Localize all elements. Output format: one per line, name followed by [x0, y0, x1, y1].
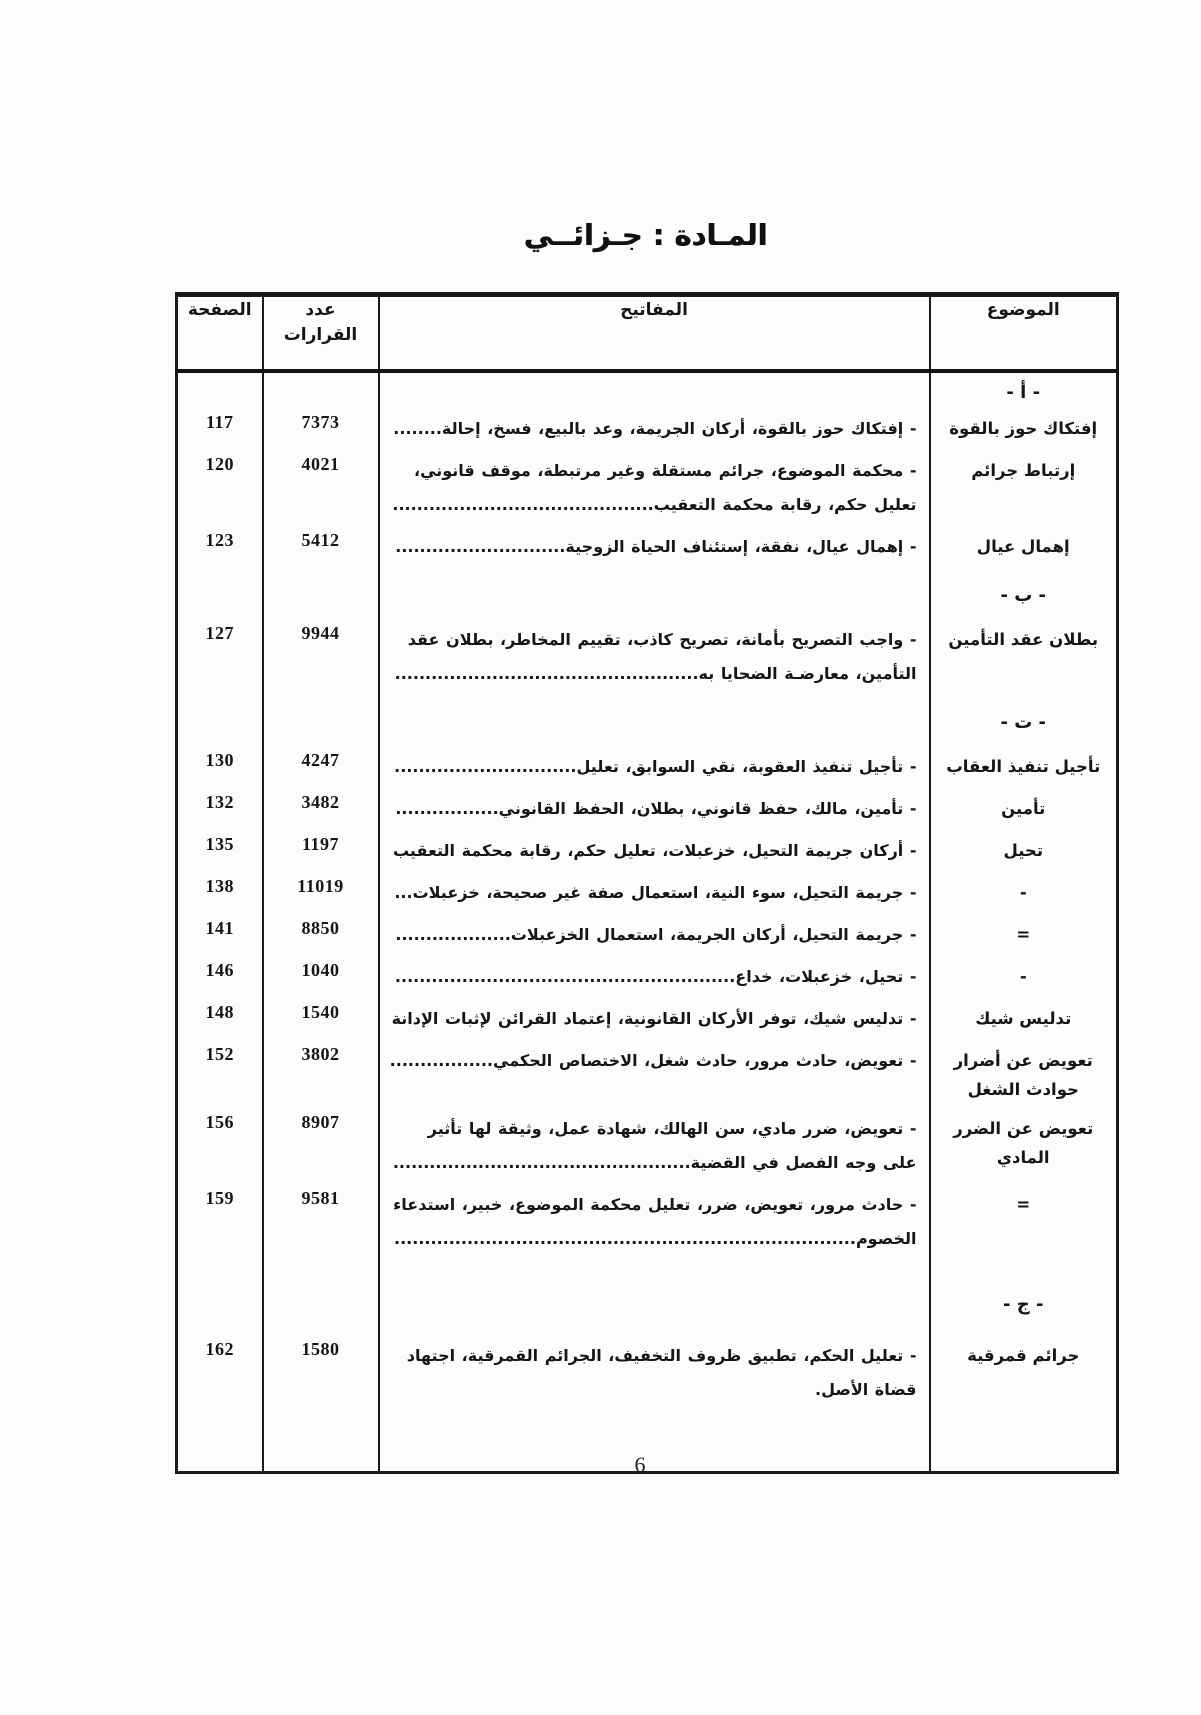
keys-text: - إهمال عيال، نفقة، إستئناف الحياة الزوجية............................	[395, 537, 917, 556]
column-header-decisions-line1: عدد	[305, 300, 336, 320]
keys-text: - واجب التصريح بأمانة، تصريح كاذب، تقييم المخاطر، بطلان عقد التأمين، معارضـة الضحايا به..................................................	[394, 630, 917, 683]
decisions-count-cell: 8907	[263, 1108, 379, 1184]
section-empty-page-cell	[177, 1260, 263, 1335]
decisions-count-cell: 4247	[263, 746, 379, 788]
subject-cell: تدليس شيك	[930, 998, 1118, 1040]
section-empty-page-cell	[177, 371, 263, 408]
index-row	[177, 746, 1118, 788]
page-number-cell: 120	[205, 454, 234, 474]
section-empty-keys-cell	[379, 568, 930, 619]
subject-cell: جرائم قمرقية	[930, 1335, 1118, 1411]
section-empty-decisions-cell	[263, 1260, 379, 1335]
keys-cell	[379, 998, 930, 1040]
decisions-count-cell: 3482	[263, 788, 379, 830]
page-number-cell: 130	[205, 750, 234, 770]
page-number-cell: 127	[205, 623, 234, 643]
column-header-decisions-line2: القرارات	[283, 324, 358, 345]
page-number-cell: 135	[205, 834, 234, 854]
subject-cell: تعويض عن أضرار حوادث الشغل	[930, 1040, 1118, 1108]
subject-cell: إفتكاك حوز بالقوة	[930, 408, 1118, 450]
decisions-count-cell: 5412	[263, 526, 379, 568]
section-letter: - ب -	[930, 568, 1118, 619]
subject-cell: -	[930, 956, 1118, 998]
index-row	[177, 1184, 1118, 1260]
index-row	[177, 830, 1118, 872]
index-row	[177, 788, 1118, 830]
decisions-count-cell: 1540	[263, 998, 379, 1040]
section-empty-decisions-cell	[263, 371, 379, 408]
keys-cell	[379, 619, 930, 695]
page-number-cell: 117	[205, 412, 234, 432]
section-empty-keys-cell	[379, 1260, 930, 1335]
keys-text: - إفتكاك حوز بالقوة، أركان الجريمة، وعد بالبيع، فسخ، إحالة........	[393, 419, 917, 438]
page-number-cell: 141	[205, 918, 234, 938]
keys-text: - تأمين، مالك، حفظ قانوني، بطلان، الحفظ القانوني.................	[395, 799, 917, 818]
section-letter-row	[177, 1260, 1118, 1335]
keys-cell	[379, 1040, 930, 1108]
page-number-cell: 162	[205, 1339, 234, 1359]
section-letter-row	[177, 695, 1118, 746]
keys-cell	[379, 788, 930, 830]
keys-cell	[379, 1184, 930, 1260]
keys-cell	[379, 1108, 930, 1184]
page-number-cell: 146	[205, 960, 234, 980]
keys-text: - تعليل الحكم، تطبيق ظروف التخفيف، الجرائم القمرقية، اجتهاد قضاة الأصل.	[406, 1346, 917, 1399]
column-header-page: الصفحة	[177, 295, 263, 372]
decisions-count-cell: 1040	[263, 956, 379, 998]
column-header-subject: الموضوع	[930, 295, 1118, 372]
decisions-count-cell: 1580	[263, 1335, 379, 1411]
keys-cell	[379, 872, 930, 914]
page-number-cell: 148	[205, 1002, 234, 1022]
section-letter: - ج -	[930, 1260, 1118, 1335]
section-empty-decisions-cell	[263, 695, 379, 746]
section-empty-keys-cell	[379, 695, 930, 746]
column-header-keys: المفاتيح	[379, 295, 930, 372]
keys-text: - جريمة التحيل، أركان الجريمة، استعمال الخزعبلات...................	[395, 925, 917, 944]
section-letter-row	[177, 371, 1118, 408]
subject-cell: إهمال عيال	[930, 526, 1118, 568]
page-title: المـادة : جـزائــي	[523, 218, 768, 252]
keys-cell	[379, 914, 930, 956]
page-number-cell: 156	[205, 1112, 234, 1132]
section-empty-page-cell	[177, 695, 263, 746]
page-number-cell: 138	[205, 876, 234, 896]
keys-cell	[379, 1335, 930, 1411]
subject-cell: =	[930, 914, 1118, 956]
page-number-cell: 159	[205, 1188, 234, 1208]
subject-cell: تعويض عن الضرر المادي	[930, 1108, 1118, 1184]
subject-cell: تأجيل تنفيذ العقاب	[930, 746, 1118, 788]
subject-cell: -	[930, 872, 1118, 914]
subject-cell: =	[930, 1184, 1118, 1260]
keys-text: - جريمة التحيل، سوء النية، استعمال صفة غير صحيحة، خزعبلات...	[394, 883, 917, 902]
keys-text: - تعويض، ضرر مادي، سن الهالك، شهادة عمل، وثيقة لها تأثير على وجه الفصل في القضية.................................................	[392, 1119, 917, 1172]
index-row	[177, 998, 1118, 1040]
subject-cell: تحيل	[930, 830, 1118, 872]
index-row	[177, 956, 1118, 998]
decisions-count-cell: 3802	[263, 1040, 379, 1108]
page-number-cell: 152	[205, 1044, 234, 1064]
page-number: 6	[634, 1452, 646, 1477]
keys-cell	[379, 526, 930, 568]
decisions-count-cell: 7373	[263, 408, 379, 450]
subject-cell: بطلان عقد التأمين	[930, 619, 1118, 695]
page-number-cell: 123	[205, 530, 234, 550]
section-empty-decisions-cell	[263, 568, 379, 619]
index-row	[177, 408, 1118, 450]
column-header-decisions-count	[263, 295, 379, 372]
keys-cell	[379, 450, 930, 526]
keys-text: - تأجيل تنفيذ العقوبة، نقي السوابق، تعليل..............................	[394, 757, 917, 776]
decisions-count-cell: 9581	[263, 1184, 379, 1260]
index-row	[177, 1108, 1118, 1184]
keys-text: - حادث مرور، تعويض، ضرر، تعليل محكمة الموضوع، خبير، استدعاء الخصوم............................................................................	[393, 1195, 917, 1248]
keys-text: - أركان جريمة التحيل، خزعبلات، تعليل حكم، رقابة محكمة التعقيب	[392, 841, 917, 860]
index-row	[177, 914, 1118, 956]
section-letter: - أ -	[930, 371, 1118, 408]
decisions-count-cell: 8850	[263, 914, 379, 956]
table-header-row	[177, 295, 1118, 372]
index-row	[177, 619, 1118, 695]
keys-text: - محكمة الموضوع، جرائم مستقلة وغير مرتبطة، موقف قانوني، تعليل حكم، رقابة محكمة التعقيب...........................................	[392, 461, 917, 514]
keys-text: - تحيل، خزعبلات، خداع........................................................	[394, 967, 917, 986]
subject-cell: تأمين	[930, 788, 1118, 830]
keys-cell	[379, 408, 930, 450]
index-row	[177, 526, 1118, 568]
keys-cell	[379, 746, 930, 788]
keys-text: - تدليس شيك، توفر الأركان القانونية، إعتماد القرائن لإثبات الإدانة	[391, 1009, 917, 1028]
section-empty-keys-cell	[379, 371, 930, 408]
keys-text: - تعويض، حادث مرور، حادث شغل، الاختصاص الحكمي.................	[389, 1051, 917, 1070]
subject-cell: إرتباط جرائم	[930, 450, 1118, 526]
keys-cell	[379, 956, 930, 998]
section-letter-row	[177, 568, 1118, 619]
decisions-count-cell: 9944	[263, 619, 379, 695]
section-letter: - ت -	[930, 695, 1118, 746]
section-empty-page-cell	[177, 568, 263, 619]
decisions-count-cell: 1197	[263, 830, 379, 872]
index-row	[177, 1335, 1118, 1411]
index-row	[177, 1040, 1118, 1108]
page-number-cell: 132	[205, 792, 234, 812]
index-row	[177, 450, 1118, 526]
index-row	[177, 872, 1118, 914]
decisions-count-cell: 4021	[263, 450, 379, 526]
decisions-count-cell: 11019	[263, 872, 379, 914]
keys-cell	[379, 830, 930, 872]
index-table	[175, 292, 1119, 1474]
